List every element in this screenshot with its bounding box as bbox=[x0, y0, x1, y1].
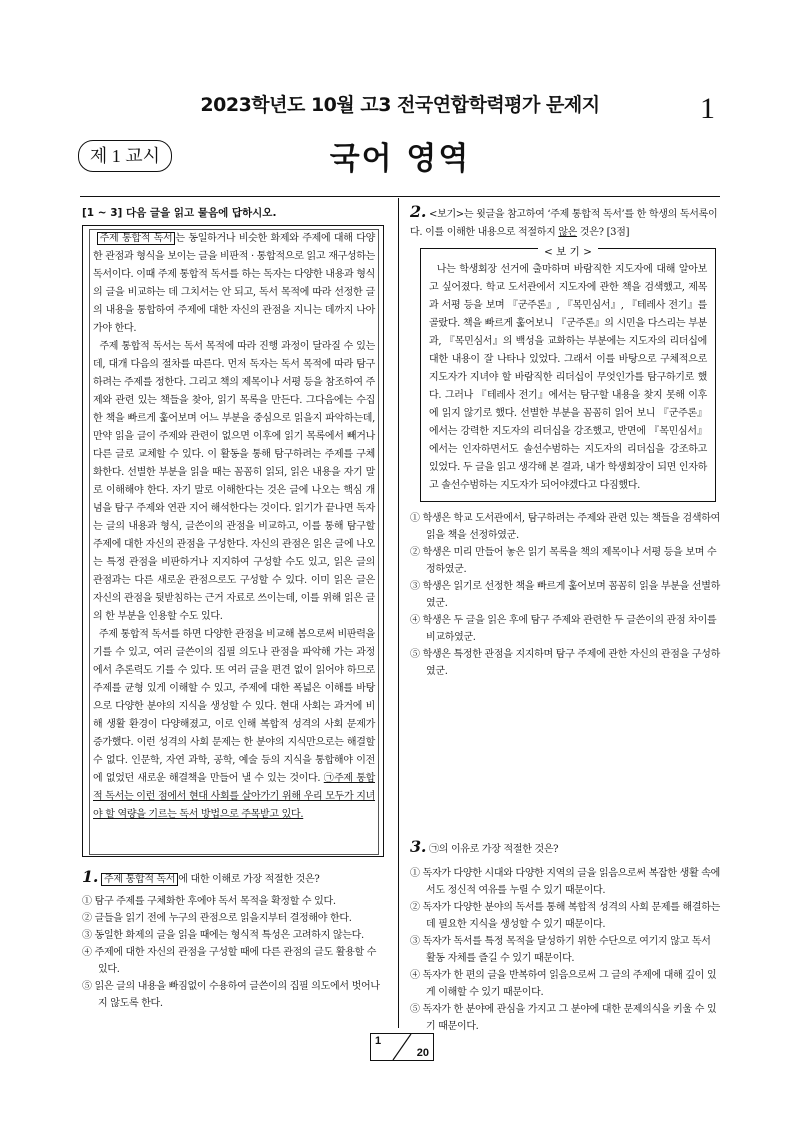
question-1-number: 1. bbox=[82, 867, 99, 886]
option-2[interactable]: ② 글들을 읽기 전에 누구의 관점으로 읽을지부터 결정해야 한다. bbox=[82, 913, 352, 924]
page-indicator bbox=[370, 1033, 434, 1061]
bogi-title-text: < 보 기 > bbox=[538, 246, 598, 258]
question-1-stem bbox=[82, 868, 388, 889]
question-2 bbox=[410, 203, 720, 680]
option-5[interactable]: ⑤ 독자가 한 분야에 관심을 가지고 그 분야에 대한 문제의식을 키울 수 있기 때문이다. bbox=[410, 1004, 717, 1032]
question-1-options bbox=[82, 893, 388, 1012]
passage-text: 주제 통합적 독서를 하면 다양한 관점을 비교해 봄으로써 비판력을 기를 수 있고, 여러 글쓴이의 집필 의도나 관점을 파악해 가는 과정에서 추론력도 기를 수 있다. 또 여러 글을 편견 없이 읽어야 하므로 주제를 균형 있게 이해할 수 있고, 주제에 대한 폭넓은 이해를 바탕으로 다양한 분야의 지식을 생성할 수 있다. 현대 사회는 과거에 비해 생활 환경이 다양해졌고, 이로 인해 복합적 성격의 사회 문제가 증가했다. 이런 성격의 사회 문제는 한 분야의 지식만으로는 해결할 수 없다. 인문학, 자연 과학, 공학, 예술 등의 지식을 통합해야 이전에 없었던 새로운 해결책을 만들어 낼 수 있는 것이다. bbox=[93, 629, 375, 784]
option-4[interactable]: ④ 학생은 두 글을 읽은 후에 탐구 주제와 관련한 두 글쓴이의 관점 차이를 비교하였군. bbox=[410, 615, 717, 643]
option-1[interactable]: ① 탐구 주제를 구체화한 후에야 독서 목적을 확정할 수 있다. bbox=[82, 896, 336, 907]
passage-text: 는 동일하거나 비슷한 화제와 주제에 대해 다양한 관점과 형식을 보이는 글을 비판적 · 통합적으로 읽고 재구성하는 독서이다. 이때 주제 통합적 독서를 하는 독자는 다양한 내용과 형식의 글을 비교하는 데 그치서는 안 되고, 독서 목적에 따라 선정한 글의 내용을 통합하여 주제에 대한 자신의 관점을 지니는 데까지 나아가야 한다. bbox=[93, 233, 375, 334]
question-1 bbox=[82, 868, 388, 1012]
question-1-stem-text: 에 대한 이해로 가장 적절한 것은? bbox=[178, 874, 320, 885]
option-3[interactable]: ③ 학생은 읽기로 선정한 책을 빠르게 훑어보며 꼼꼼히 읽을 부분을 선별하였군. bbox=[410, 581, 720, 609]
question-2-stem-text-end: 것은? [3점] bbox=[577, 227, 630, 238]
column-divider bbox=[398, 198, 399, 1028]
page-current: 1 bbox=[375, 1035, 382, 1047]
exam-title: 2023학년도 10월 고3 전국연합학력평가 문제지 bbox=[200, 94, 600, 116]
passage-paragraph-2 bbox=[90, 338, 378, 626]
option-1[interactable]: ① 학생은 학교 도서관에서, 탐구하려는 주제와 관련 있는 책들을 검색하여 읽을 책을 선정하였군. bbox=[410, 513, 720, 541]
reading-passage bbox=[82, 225, 384, 857]
emphasis-not: 않은 bbox=[558, 227, 578, 238]
option-4[interactable]: ④ 주제에 대한 자신의 관점을 구성할 때에 다른 관점의 글도 활용할 수 있다. bbox=[82, 947, 377, 975]
passage-term-box: 주제 통합적 독서 bbox=[97, 232, 176, 245]
question-3-stem-text: ㉠의 이유로 가장 적절한 것은? bbox=[429, 844, 559, 855]
bogi-content bbox=[420, 248, 716, 502]
option-3[interactable]: ③ 독자가 독서를 특정 목적을 달성하기 위한 수단으로 여기지 않고 독서 활동 자체를 즐길 수 있기 때문이다. bbox=[410, 936, 711, 964]
question-2-number: 2. bbox=[410, 202, 427, 221]
option-2[interactable]: ② 학생은 미리 만들어 놓은 읽기 목록을 책의 제목이나 서평 등을 보며 수정하였군. bbox=[410, 547, 717, 575]
question-3-number: 3. bbox=[410, 837, 427, 856]
option-3[interactable]: ③ 동일한 화제의 글을 읽을 때에는 형식적 특성은 고려하지 않는다. bbox=[82, 930, 364, 941]
question-3-stem bbox=[410, 838, 720, 859]
bogi-box bbox=[420, 248, 716, 502]
question-2-stem bbox=[410, 203, 720, 242]
page-number: 1 bbox=[700, 92, 715, 125]
question-set-heading: [1 ~ 3] 다음 글을 읽고 물음에 답하시오. bbox=[82, 207, 277, 219]
header-rule bbox=[80, 196, 720, 197]
passage-text: 주제 통합적 독서는 독서 목적에 따라 진행 과정이 달라질 수 있는데, 대개 다음의 절차를 따른다. 먼저 독자는 독서 목적에 따라 탐구하려는 주제를 정한다. 그리고 책의 제목이나 서평 등을 참조하여 주제와 관련 있는 책들을 찾아, 읽기 목록을 만든다. 그다음에는 수집한 책을 빠르게 훑어보며 어느 부분을 중심으로 읽을지 파악하는데, 만약 읽을 글이 주제와 관련이 없으면 이후에 읽기 목록에서 빼거나 다른 글로 교체할 수 있다. 이 활동을 통해 탐구하려는 주제를 구체화한다. 선별한 부분을 읽을 때는 꼼꼼히 읽되, 읽은 내용을 자기 말로 이해해야 한다. 자기 말로 이해한다는 것은 글에 나오는 핵심 개념을 탐구 주제와 연관 지어 해석한다는 것이다. 읽기가 끝나면 독자는 글의 내용과 형식, 글쓴이의 관점을 비교하고, 이를 통해 탐구할 주제에 대한 자신의 관점을 구성한다. 자신의 관점은 읽은 글에 나오는 특정 관점을 비판하거나 지지하여 구성할 수도 있고, 읽은 글의 관점과는 다른 새로운 관점으로도 구성할 수 있다. 이미 읽은 글은 자신의 관점을 뒷받침하는 근거 자료로 쓰이는데, 이를 위해 읽은 글의 한 부분을 인용할 수도 있다. bbox=[93, 341, 375, 622]
option-5[interactable]: ⑤ 학생은 특정한 관점을 지지하며 탐구 주제에 관한 자신의 관점을 구성하였군. bbox=[410, 649, 720, 677]
passage-body bbox=[89, 229, 379, 855]
question-1-term-box: 주제 통합적 독서 bbox=[101, 873, 178, 886]
subject-title: 국어 영역 bbox=[329, 141, 471, 177]
period-badge: 제 1 교시 bbox=[78, 140, 172, 172]
option-2[interactable]: ② 독자가 다양한 분야의 독서를 통해 복합적 성격의 사회 문제를 해결하는 데 필요한 지식을 생성할 수 있기 때문이다. bbox=[410, 902, 720, 930]
question-2-options bbox=[410, 510, 720, 680]
question-3 bbox=[410, 838, 720, 1035]
question-2-stem-text: <보기>는 윗글을 참고하여 ‘주제 통합적 독서’를 한 학생의 독서록이다. 이를 이해한 내용으로 적절하지 bbox=[410, 209, 718, 238]
passage-paragraph-1 bbox=[90, 230, 378, 338]
underlined-sentence: ㉠주제 통합적 독서는 이런 점에서 현대 사회를 살아가기 위해 우리 모두가 지녀야 할 역량을 기르는 독서 방법으로 주목받고 있다. bbox=[93, 773, 375, 820]
question-3-options bbox=[410, 865, 720, 1035]
option-1[interactable]: ① 독자가 다양한 시대와 다양한 지역의 글을 읽음으로써 복잡한 생활 속에서도 정신적 여유를 누릴 수 있기 때문이다. bbox=[410, 868, 720, 896]
page-total: 20 bbox=[416, 1047, 429, 1059]
option-4[interactable]: ④ 독자가 한 편의 글을 반복하여 읽음으로써 그 글의 주제에 대해 깊이 있게 이해할 수 있기 때문이다. bbox=[410, 970, 717, 998]
passage-paragraph-3 bbox=[90, 626, 378, 824]
bogi-title bbox=[420, 240, 716, 259]
bogi-paragraph: 나는 학생회장 선거에 출마하며 바람직한 지도자에 대해 알아보고 싶어졌다. 학교 도서관에서 지도자에 관한 책을 검색했고, 제목과 서평 등을 보며 『군주론』, 『목민심서』, 『테레사 전기』를 골랐다. 책을 빠르게 훑어보니 『군주론』의 시민을 다스리는 부분과, 『목민심서』의 백성을 교화하는 부분에는 지도자의 리더십에 대한 내용이 잘 나타나 있었다. 그래서 이를 바탕으로 구체적으로 지도자가 지녀야 할 바람직한 리더십이 무엇인가를 탐구하기로 했다. 그러나 『테레사 전기』에서는 탐구할 내용을 찾지 못해 이후에 읽지 않기로 했다. 선별한 부분을 꼼꼼히 읽어 보니 『군주론』에서는 강력한 지도자의 리더십을 강조했고, 반면에 『목민심서』에서는 인자하면서도 솔선수범하는 지도자의 리더십을 강조하고 있었다. 두 글을 읽고 생각해 본 결과, 내가 학생회장이 되면 인자하고 솔선수범하는 지도자가 되어야겠다고 다짐했다. bbox=[429, 264, 707, 491]
bogi-text bbox=[429, 261, 707, 495]
option-5[interactable]: ⑤ 읽은 글의 내용을 빠짐없이 수용하여 글쓴이의 집필 의도에서 벗어나지 않도록 한다. bbox=[82, 981, 380, 1009]
